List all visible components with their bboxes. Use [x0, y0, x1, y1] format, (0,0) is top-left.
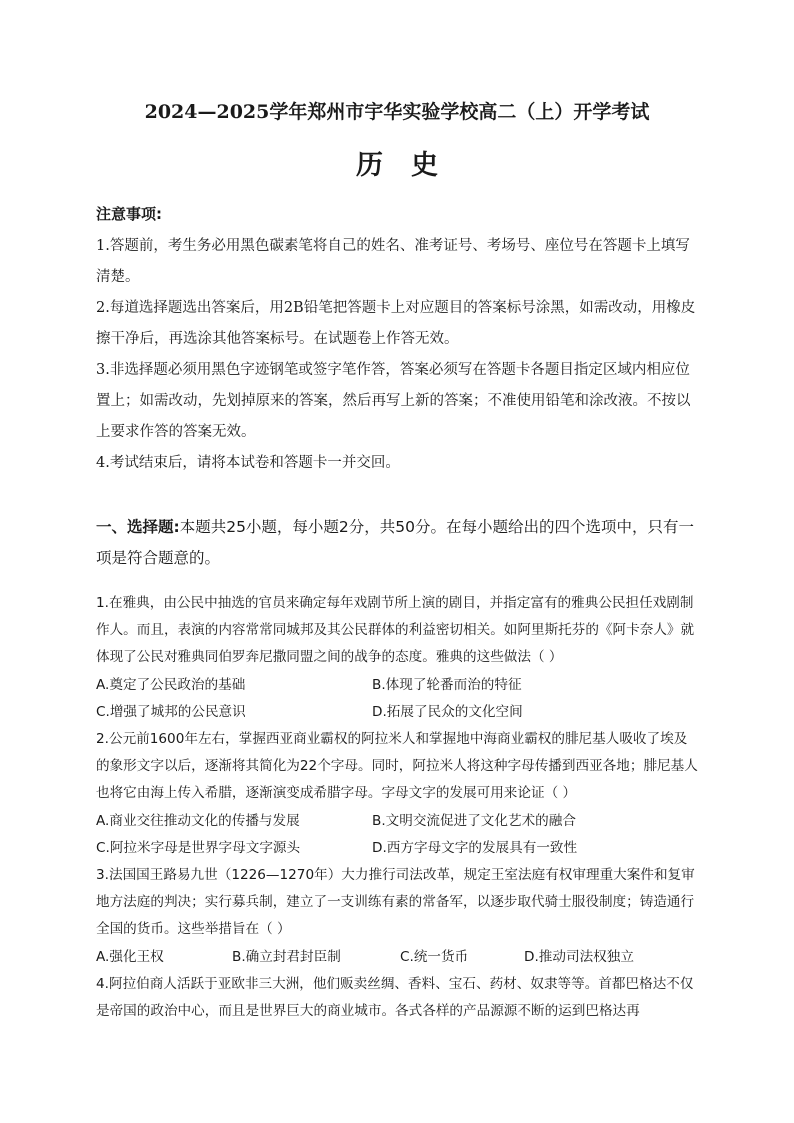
question-option: A.强化王权	[96, 949, 164, 965]
question-option: B.体现了轮番而治的特征	[372, 677, 522, 693]
question-option: B.确立封君封臣制	[232, 949, 341, 965]
notice-item: 3.非选择题必须用黑色字迹钢笔或签字笔作答，答案必须写在答题卡各题目指定区域内相应位置上；如需改动，先划掉原来的答案，然后再写上新的答案；不准使用铅笔和涂改液。不按以上要求作答的答案无效。	[96, 362, 691, 440]
section-heading	[96, 512, 700, 574]
section-instructions: 本题共25小题，每小题2分，共50分。在每小题给出的四个选项中，只有一项是符合题意的。	[96, 518, 695, 567]
question-option: C.统一货币	[400, 949, 469, 965]
question-option: D.拓展了民众的文化空间	[372, 704, 523, 720]
question-option: A.商业交往推动文化的传播与发展	[96, 813, 300, 829]
question-stem: 4.阿拉伯商人活跃于亚欧非三大洲，他们贩卖丝绸、香料、宝石、药材、奴隶等等。首都巴格达不仅是帝国的政治中心，而且是世界巨大的商业城市。各式各样的产品源源不断的运到巴格达再	[96, 976, 694, 1019]
notice-item: 2.每道选择题选出答案后，用2B铅笔把答题卡上对应题目的答案标号涂黑，如需改动，用橡皮擦干净后，再选涂其他答案标号。在试题卷上作答无效。	[96, 300, 696, 347]
notices-heading: 注意事项:	[96, 205, 162, 223]
question-option: D.西方字母文字的发展具有一致性	[372, 840, 578, 856]
question-option: C.增强了城邦的公民意识	[96, 704, 246, 720]
notice-item: 4.考试结束后，请将本试卷和答题卡一并交回。	[96, 455, 400, 471]
subject-title: 历史	[356, 150, 466, 181]
question-option: D.推动司法权独立	[524, 949, 634, 965]
question-option: A.奠定了公民政治的基础	[96, 677, 246, 693]
exam-title: 2024—2025学年郑州市宇华实验学校高二（上）开学考试	[144, 101, 650, 123]
question-stem: 2.公元前1600年左右，掌握西亚商业霸权的阿拉米人和掌握地中海商业霸权的腓尼基人吸收了埃及的象形文字以后，逐渐将其简化为22个字母。同时，阿拉米人将这种字母传播到西亚各地；腓尼基人也将它由海上传入希腊，逐渐演变成希腊字母。字母文字的发展可用来论证（ ）	[96, 731, 698, 801]
section-label: 一、选择题:	[96, 518, 180, 536]
question-option: C.阿拉米字母是世界字母文字源头	[96, 840, 301, 856]
question-stem: 1.在雅典，由公民中抽选的官员来确定每年戏剧节所上演的剧目，并指定富有的雅典公民担任戏剧制作人。而且，表演的内容常常同城邦及其公民群体的利益密切相关。如阿里斯托芬的《阿卡奈人》就体现了公民对雅典同伯罗奔尼撒同盟之间的战争的态度。雅典的这些做法（ ）	[96, 595, 695, 665]
notice-item: 1.答题前，考生务必用黑色碳素笔将自己的姓名、准考证号、考场号、座位号在答题卡上填写清楚。	[96, 238, 690, 285]
question-option: B.文明交流促进了文化艺术的融合	[372, 813, 576, 829]
question-stem: 3.法国国王路易九世（1226—1270年）大力推行司法改革，规定王室法庭有权审理重大案件和复审地方法庭的判决；实行募兵制，建立了一支训练有素的常备军，以逐步取代骑士服役制度；铸造通行全国的货币。这些举措旨在（ ）	[96, 867, 695, 937]
